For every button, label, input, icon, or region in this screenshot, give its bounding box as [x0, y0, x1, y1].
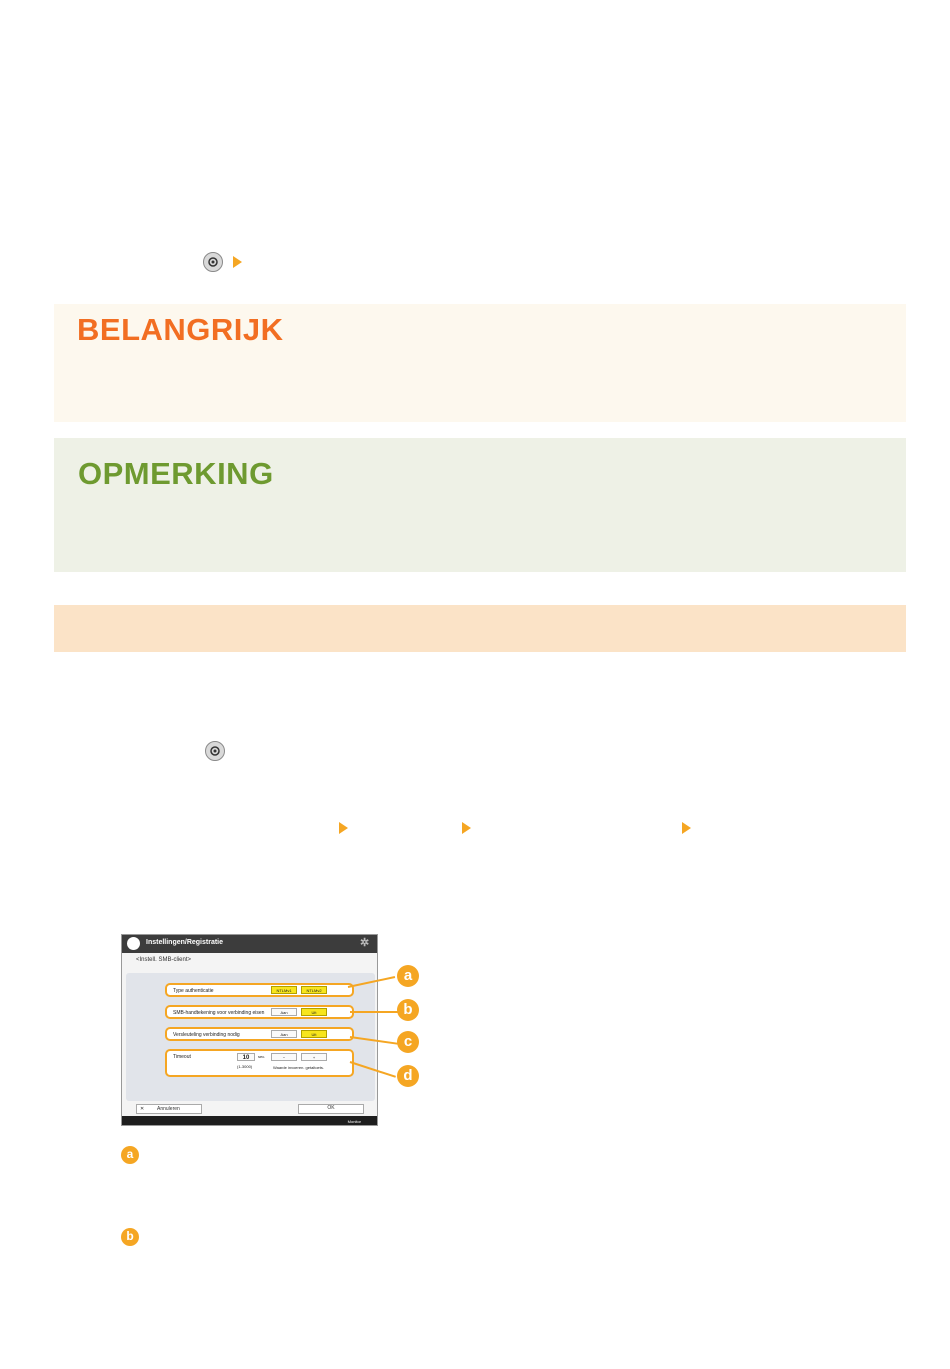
close-icon: ✕ [140, 1106, 145, 1112]
timeout-range: (1-3000) [237, 1064, 253, 1069]
cancel-button[interactable] [136, 1104, 202, 1114]
home-gear-icon [127, 937, 140, 950]
device-screenshot [121, 934, 378, 1126]
increment-button[interactable]: + [301, 1053, 327, 1061]
auth-type-row [165, 983, 354, 997]
row-label: Versleuteling verbinding nodig [173, 1032, 240, 1038]
cancel-label: Annuleren [157, 1106, 180, 1112]
timeout-hint: Waarde invoeren. getaltoets. [273, 1065, 324, 1070]
marker-a: a [121, 1146, 139, 1164]
arrow-right-icon [682, 822, 691, 834]
callout-line-b [350, 1011, 398, 1013]
off-button[interactable]: Uit [301, 1030, 327, 1038]
callout-c: c [397, 1031, 419, 1053]
on-button[interactable]: Aan [271, 1030, 297, 1038]
off-button[interactable]: Uit [301, 1008, 327, 1016]
row-label: SMB-handtekening voor verbinding eisen [173, 1010, 265, 1016]
ok-button[interactable]: OK [298, 1104, 364, 1114]
callout-b: b [397, 999, 419, 1021]
smb-signature-row [165, 1005, 354, 1019]
arrow-right-icon [339, 822, 348, 834]
screen-header [122, 935, 377, 953]
callout-a: a [397, 965, 419, 987]
screen-subtitle: <Instell. SMB-client> [136, 957, 192, 963]
timeout-input[interactable]: 10 [237, 1053, 255, 1061]
settings-panel [126, 973, 375, 1101]
encryption-row [165, 1027, 354, 1041]
row-label: Type authenticatie [173, 988, 214, 994]
settings-home-icon [205, 741, 225, 761]
decrement-button[interactable]: − [271, 1053, 297, 1061]
monitor-label: Monitor [347, 1119, 361, 1124]
on-button[interactable]: Aan [271, 1008, 297, 1016]
screen-title: Instellingen/Registratie [146, 939, 224, 946]
arrow-right-icon [462, 822, 471, 834]
settings-icon: ✲ [360, 937, 370, 949]
timeout-unit: sec. [258, 1054, 266, 1059]
marker-b: b [121, 1228, 139, 1246]
status-footer [122, 1116, 377, 1126]
callout-d: d [397, 1065, 419, 1087]
ntlmv1-button[interactable]: NTLMv1 [271, 986, 297, 994]
arrow-right-icon [233, 256, 242, 268]
row-label: Timeout [173, 1054, 191, 1060]
note-heading: OPMERKING [78, 456, 274, 491]
ntlmv2-button[interactable]: NTLMv2 [301, 986, 327, 994]
section-header-bar [54, 605, 906, 652]
settings-home-icon [203, 252, 223, 272]
timeout-row [165, 1049, 354, 1077]
important-heading: BELANGRIJK [77, 312, 284, 347]
